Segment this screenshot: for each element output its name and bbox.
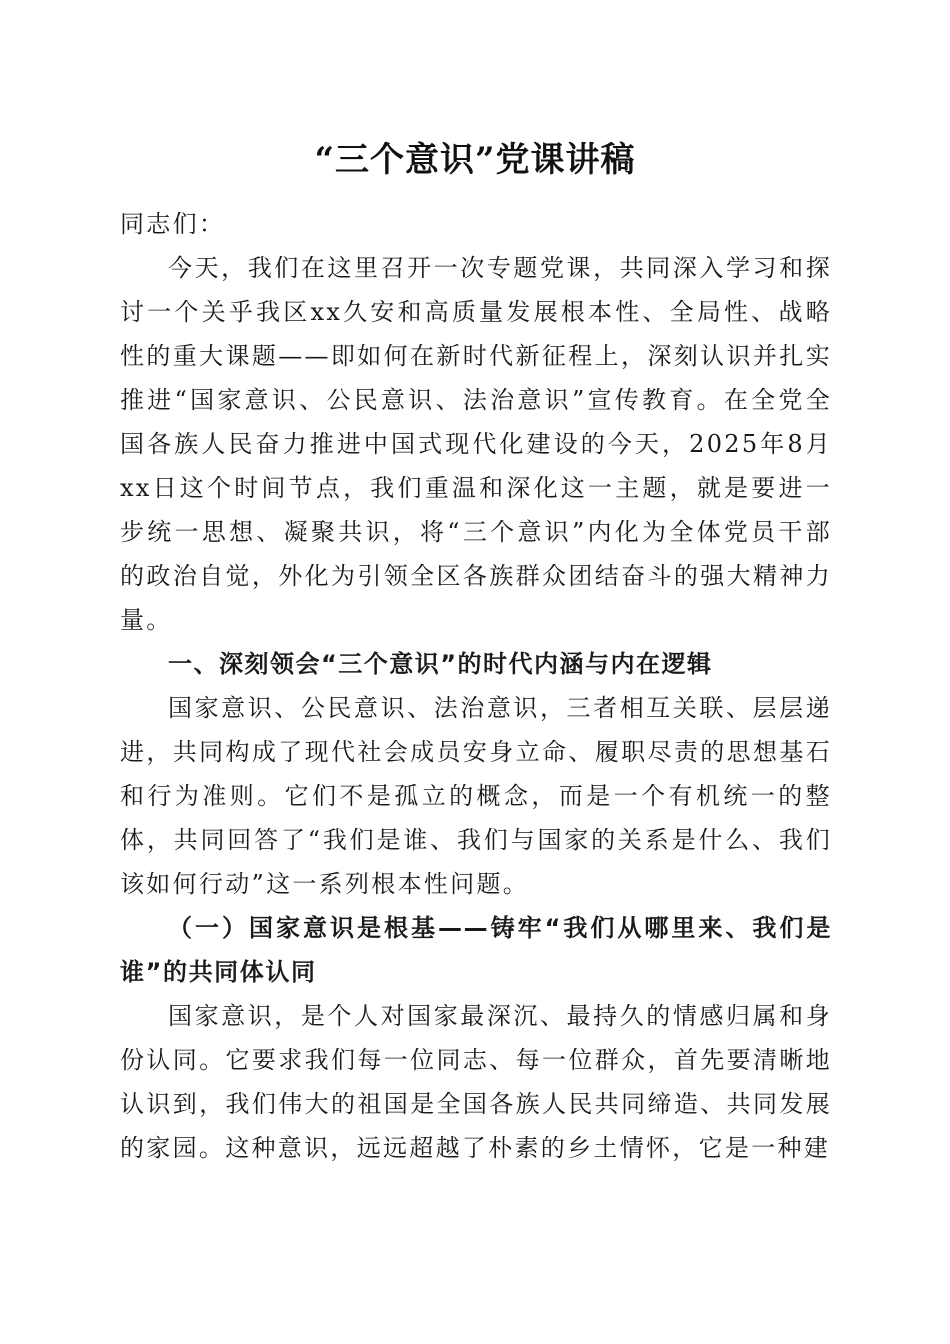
document-body bbox=[120, 202, 832, 1170]
subsection-heading-1: （一）国家意识是根基——铸牢“我们从哪里来、我们是谁”的共同体认同 bbox=[120, 914, 832, 986]
salutation: 同志们： bbox=[120, 210, 226, 238]
paragraph-3: 国家意识，是个人对国家最深沉、最持久的情感归属和身份认同。它要求我们每一位同志、每一位群众，首先要清晰地认识到，我们伟大的祖国是全国各族人民共同缔造、共同发展的家园。这种意识，远远超越了朴素的乡土情怀，它是一种建 bbox=[120, 1002, 832, 1162]
document-title: “三个意识”党课讲稿 bbox=[314, 140, 636, 180]
paragraph-intro: 今天，我们在这里召开一次专题党课，共同深入学习和探讨一个关乎我区xx久安和高质量发展根本性、全局性、战略性的重大课题——即如何在新时代新征程上，深刻认识并扎实推进“国家意识、公民意识、法治意识”宣传教育。在全党全国各族人民奋力推进中国式现代化建设的今天，2025年8月xx日这个时间节点，我们重温和深化这一主题，就是要进一步统一思想、凝聚共识，将“三个意识”内化为全体党员干部的政治自觉，外化为引领全区各族群众团结奋斗的强大精神力量。 bbox=[120, 254, 832, 634]
paragraph-2: 国家意识、公民意识、法治意识，三者相互关联、层层递进，共同构成了现代社会成员安身立命、履职尽责的思想基石和行为准则。它们不是孤立的概念，而是一个有机统一的整体，共同回答了“我们是谁、我们与国家的关系是什么、我们该如何行动”这一系列根本性问题。 bbox=[120, 694, 832, 898]
section-heading-1: 一、深刻领会“三个意识”的时代内涵与内在逻辑 bbox=[168, 650, 713, 678]
